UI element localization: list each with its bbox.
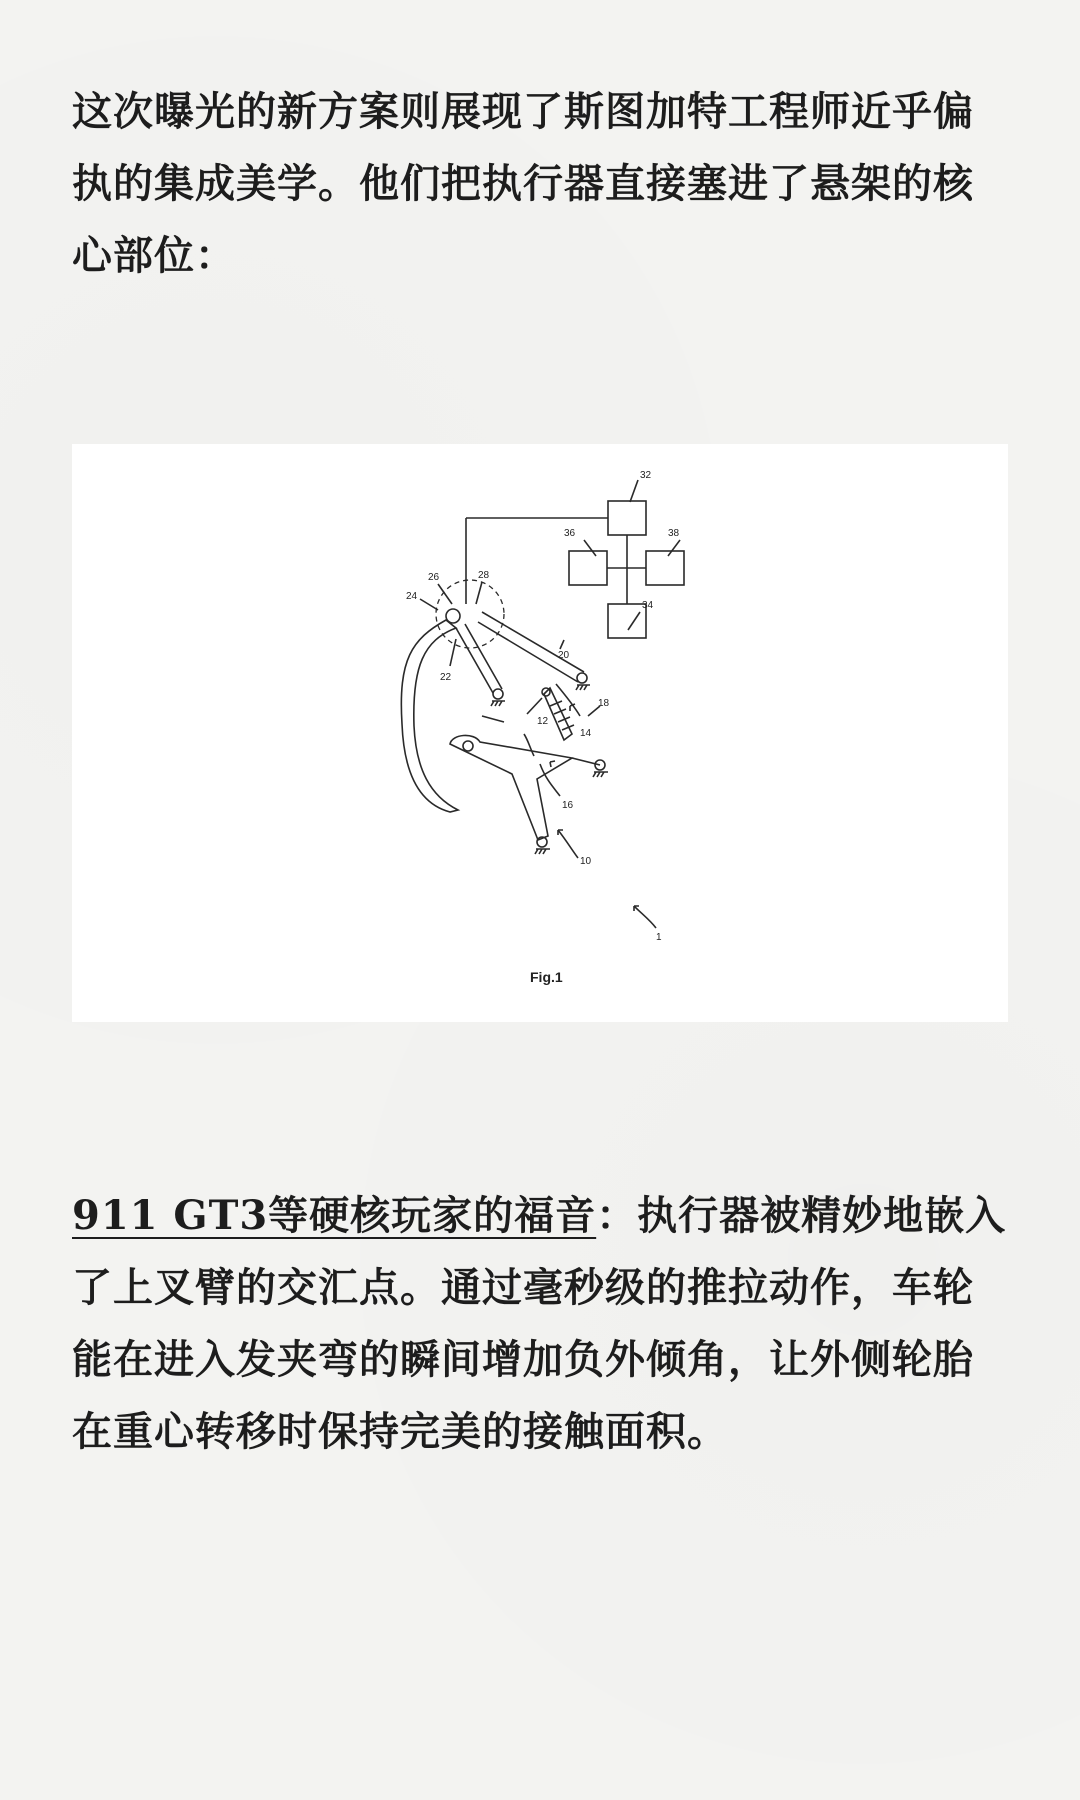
label-24: 24 (406, 591, 418, 602)
body-text: ：执行器被精妙地嵌入了上叉臂的交汇点。通过毫秒级的推拉动作，车轮能在进入发夹弯的瞬间增加负外倾角，让外侧轮胎在重心转移时保持完美的接触面积。 (72, 1192, 1007, 1455)
label-28: 28 (478, 570, 490, 581)
suspension-diagram (72, 444, 1008, 1022)
label-22: 22 (440, 672, 452, 683)
block-36 (569, 551, 607, 585)
label-20: 20 (558, 650, 570, 661)
label-12: 12 (537, 716, 549, 727)
block-32 (608, 501, 646, 535)
intro-paragraph: 这次曝光的新方案则展现了斯图加特工程师近乎偏执的集成美学。他们把执行器直接塞进了悬架的核心部位： (72, 88, 974, 279)
highlight-text: 911 GT3等硬核玩家的福音 (72, 1192, 597, 1239)
label-16: 16 (562, 800, 574, 811)
block-34 (608, 604, 646, 638)
patent-figure (72, 444, 1008, 1022)
label-1: 1 (656, 932, 662, 943)
label-14: 14 (580, 728, 592, 739)
label-18: 18 (598, 698, 610, 709)
label-38: 38 (668, 528, 680, 539)
label-26: 26 (428, 572, 440, 583)
label-34: 34 (642, 600, 654, 611)
figure-caption: Fig.1 (530, 969, 563, 985)
label-10: 10 (580, 856, 592, 867)
label-32: 32 (640, 470, 652, 481)
block-38 (646, 551, 684, 585)
label-36: 36 (564, 528, 576, 539)
detail-paragraph (72, 1180, 1012, 1468)
